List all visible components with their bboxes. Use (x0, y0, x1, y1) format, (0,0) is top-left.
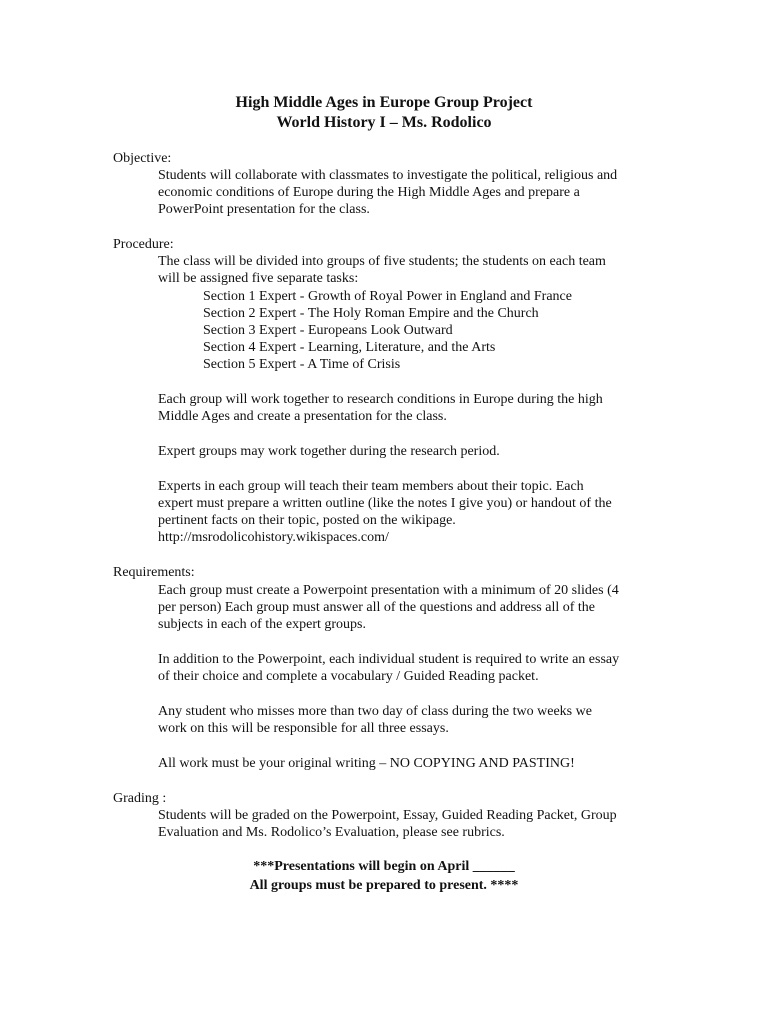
requirements-line: Each group must create a Powerpoint presentation with a minimum of 20 slides (4 (158, 583, 619, 598)
requirements-line: of their choice and complete a vocabulary / Guided Reading packet. (158, 669, 539, 684)
presentation-date-notice: ***Presentations will begin on April ______ (253, 859, 515, 874)
procedure-paragraph-line: Expert groups may work together during the research period. (158, 444, 500, 459)
document-subtitle: World History I – Ms. Rodolico (276, 114, 492, 131)
procedure-paragraph-line: Each group will work together to research conditions in Europe during the high (158, 392, 603, 407)
grading-line: Students will be graded on the Powerpoint, Essay, Guided Reading Packet, Group (158, 808, 617, 823)
requirements-label: Requirements: (113, 565, 195, 580)
requirements-line: All work must be your original writing – NO COPYING AND PASTING! (158, 756, 575, 771)
grading-line: Evaluation and Ms. Rodolico’s Evaluation, please see rubrics. (158, 825, 505, 840)
procedure-intro-line: The class will be divided into groups of five students; the students on each team (158, 254, 606, 269)
procedure-paragraph-line: Middle Ages and create a presentation for the class. (158, 409, 447, 424)
section-item: Section 5 Expert - A Time of Crisis (203, 357, 401, 372)
procedure-paragraph-line: pertinent facts on their topic, posted on the wikipage. (158, 513, 456, 528)
section-item: Section 3 Expert - Europeans Look Outward (203, 323, 453, 338)
procedure-paragraph-line: Experts in each group will teach their team members about their topic. Each (158, 479, 584, 494)
presentation-ready-notice: All groups must be prepared to present. **** (249, 878, 519, 893)
procedure-label: Procedure: (113, 237, 174, 252)
requirements-line: Any student who misses more than two day of class during the two weeks we (158, 704, 592, 719)
section-item: Section 1 Expert - Growth of Royal Power in England and France (203, 289, 572, 304)
objective-line: PowerPoint presentation for the class. (158, 202, 370, 217)
requirements-line: subjects in each of the expert groups. (158, 617, 366, 632)
wiki-url-text: http://msrodolicohistory.wikispaces.com/ (158, 530, 389, 545)
grading-label: Grading : (113, 791, 167, 806)
requirements-line: In addition to the Powerpoint, each individual student is required to write an essay (158, 652, 620, 667)
document-title: High Middle Ages in Europe Group Project (235, 94, 533, 111)
section-item: Section 2 Expert - The Holy Roman Empire and the Church (203, 306, 539, 321)
section-item: Section 4 Expert - Learning, Literature, and the Arts (203, 340, 496, 355)
objective-label: Objective: (113, 151, 172, 166)
requirements-line: work on this will be responsible for all three essays. (158, 721, 449, 736)
requirements-line: per person) Each group must answer all of the questions and address all of the (158, 600, 595, 615)
procedure-paragraph-line: expert must prepare a written outline (like the notes I give you) or handout of the (158, 496, 612, 511)
objective-line: economic conditions of Europe during the High Middle Ages and prepare a (158, 185, 580, 200)
procedure-intro-line: will be assigned five separate tasks: (158, 271, 359, 286)
objective-line: Students will collaborate with classmates to investigate the political, religious and (158, 168, 618, 183)
